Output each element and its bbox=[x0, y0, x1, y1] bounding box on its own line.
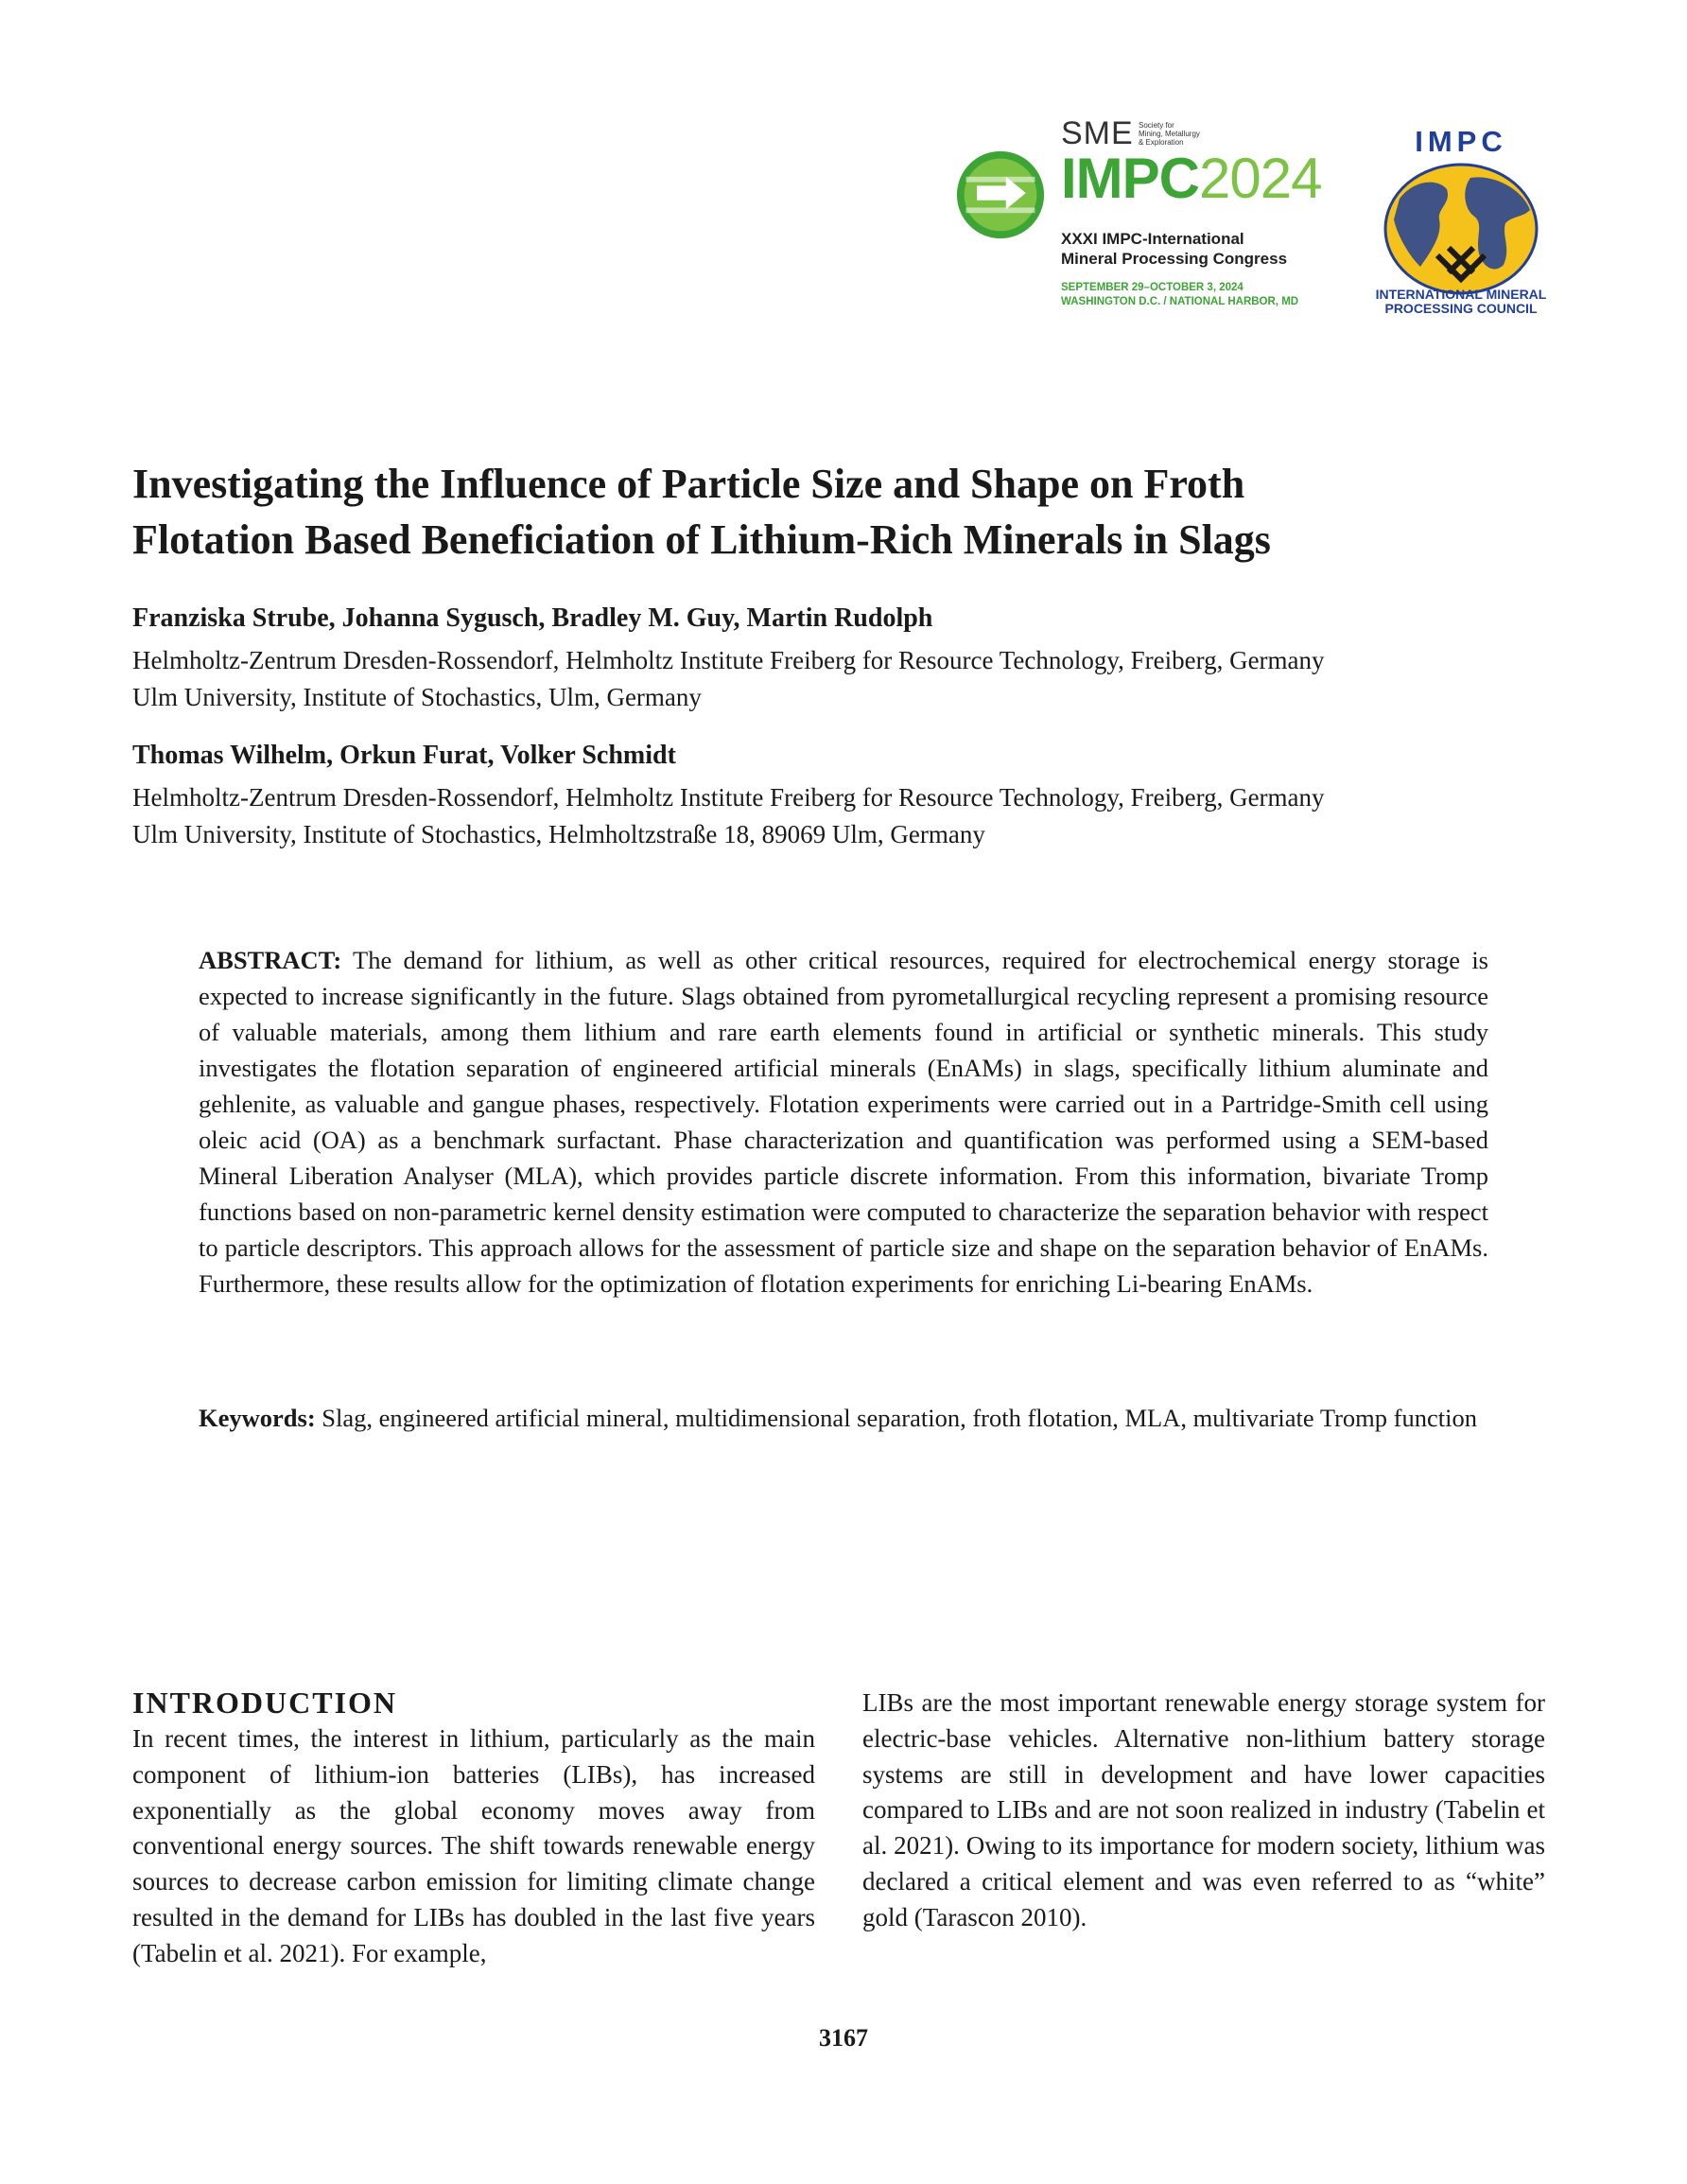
affiliation-1a: Helmholtz-Zentrum Dresden-Rossendorf, Helmholtz Institute Freiberg for Resource Technology, Freiberg, Germany bbox=[132, 646, 1325, 674]
author-list-1: Franziska Strube, Johanna Sygusch, Bradley M. Guy, Martin Rudolph bbox=[132, 603, 933, 633]
paper-title: Investigating the Influence of Particle Size and Shape on Froth Flotation Based Beneficiation of Lithium-Rich Minerals in Slags bbox=[132, 461, 1271, 563]
impc-emblem-icon bbox=[955, 149, 1046, 240]
keywords bbox=[199, 1400, 1488, 1436]
impc-2024-wordmark bbox=[1061, 149, 1321, 208]
section-heading-introduction: INTRODUCTION bbox=[132, 1686, 398, 1720]
globe-icon bbox=[1381, 161, 1541, 303]
impc-year: 2024 bbox=[1199, 147, 1322, 210]
sme-tagline: Society for Mining, Metallurgy & Exploration bbox=[1139, 121, 1200, 147]
intro-paragraph-left: In recent times, the interest in lithium, particularly as the main component of lithium-ion batteries (LIBs), has increased exponentially as the global economy moves away from conventional energy sources. The shift towards renewable energy sources to decrease carbon emission for limiting climate change resulted in the demand for LIBs has doubled in the last five years (Tabelin et al. 2021). For example, bbox=[132, 1724, 815, 1967]
intro-paragraph-right: LIBs are the most important renewable energy storage system for electric-base vehicles. Alternative non-lithium battery storage systems are still in development and have lower capacities compared to LIBs and are not soon realized in industry (Tabelin et al. 2021). Owing to its importance for modern society, lithium was declared a critical element and was even referred to as “white” gold (Tarascon 2010). bbox=[862, 1688, 1545, 1931]
abstract-text: The demand for lithium, as well as other critical resources, required for electrochemical energy storage is expected to increase significantly in the future. Slags obtained from pyrometallurgical recycling represent a promising resource of valuable materials, among them lithium and rare earth elements found in artificial or synthetic minerals. This study investigates the flotation separation of engineered artificial minerals (EnAMs) in slags, specifically lithium aluminate and gehlenite, as valuable and gangue phases, respectively. Flotation experiments were carried out in a Partridge-Smith cell using oleic acid (OA) as a benchmark surfactant. Phase characterization and quantification was performed using a SEM-based Mineral Liberation Analyser (MLA), which provides particle discrete information. From this information, bivariate Tromp functions based on non-parametric kernel density estimation were computed to characterize the separation behavior with respect to particle descriptors. This approach allows for the assessment of particle size and shape on the separation behavior of EnAMs. Furthermore, these results allow for the optimization of flotation experiments for enriching Li-bearing EnAMs. bbox=[199, 946, 1488, 1298]
page-number: 3167 bbox=[819, 2024, 868, 2052]
impc-2024-logo bbox=[955, 115, 1333, 328]
keywords-label: Keywords: bbox=[199, 1404, 316, 1432]
keywords-text: Slag, engineered artificial mineral, multidimensional separation, froth flotation, MLA, multivariate Tromp function bbox=[322, 1404, 1477, 1432]
abstract bbox=[199, 942, 1488, 1302]
author-list-2: Thomas Wilhelm, Orkun Furat, Volker Schmidt bbox=[132, 741, 676, 770]
sme-wordmark: SME bbox=[1061, 115, 1134, 151]
council-name: INTERNATIONAL MINERAL PROCESSING COUNCIL bbox=[1375, 287, 1547, 316]
congress-name: XXXI IMPC-International Mineral Processing Congress bbox=[1061, 230, 1288, 268]
impc-name: IMPC bbox=[1061, 147, 1199, 210]
abstract-label: ABSTRACT: bbox=[199, 946, 342, 974]
affiliation-2b: Ulm University, Institute of Stochastics, Helmholtzstraße 18, 89069 Ulm, Germany bbox=[132, 820, 985, 848]
affiliation-1b: Ulm University, Institute of Stochastics, Ulm, Germany bbox=[132, 683, 702, 711]
congress-dates-location: SEPTEMBER 29–OCTOBER 3, 2024 WASHINGTON D.C. / NATIONAL HARBOR, MD bbox=[1061, 282, 1299, 307]
impc-council-logo bbox=[1366, 125, 1556, 325]
affiliation-2a: Helmholtz-Zentrum Dresden-Rossendorf, Helmholtz Institute Freiberg for Resource Technology, Freiberg, Germany bbox=[132, 783, 1325, 812]
council-title: IMPC bbox=[1415, 125, 1507, 158]
